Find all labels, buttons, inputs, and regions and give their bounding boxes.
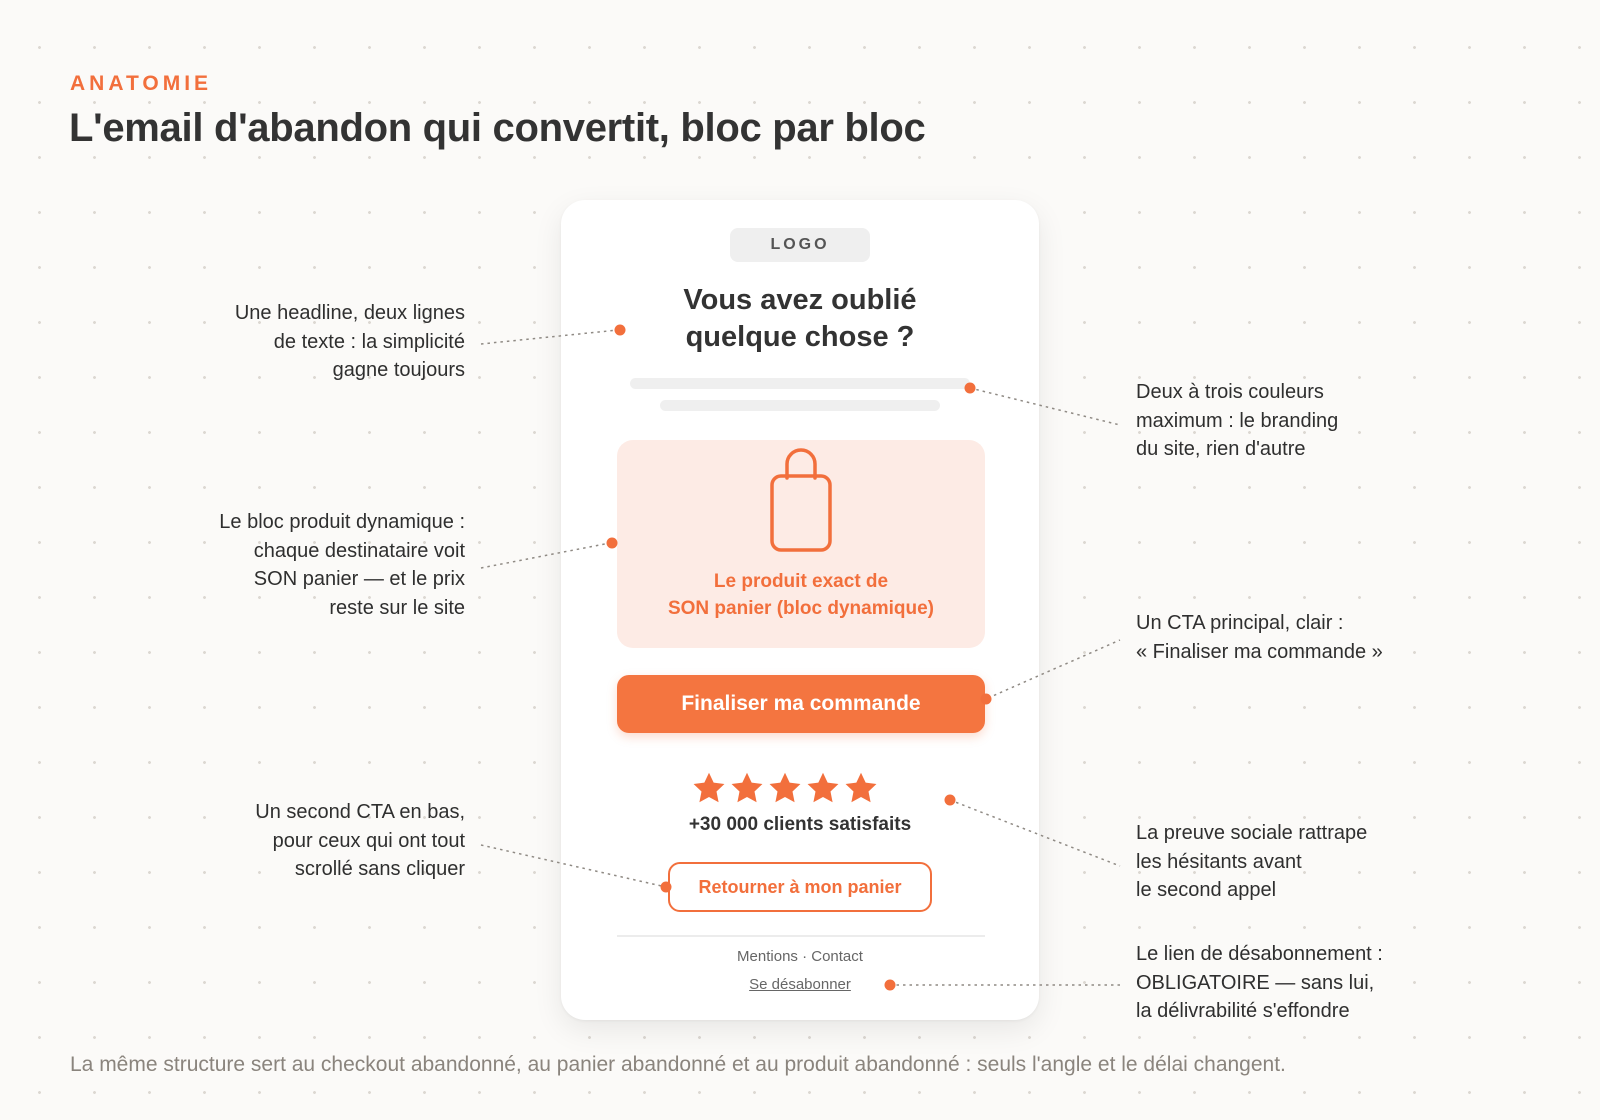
annotation-product bbox=[165, 508, 465, 622]
footer-links[interactable]: Mentions · Contact bbox=[737, 948, 863, 965]
annotation-unsubscribe-line-2: OBLIGATOIRE — sans lui, bbox=[1136, 971, 1375, 994]
headline-line-1: Vous avez oublié bbox=[683, 284, 917, 316]
star-icon bbox=[843, 770, 879, 806]
product-caption bbox=[617, 568, 985, 622]
annotation-second-cta bbox=[165, 798, 465, 884]
annotation-social-line-3: le second appel bbox=[1136, 879, 1277, 901]
annotation-unsubscribe-line-3: la délivrabilité s'effondre bbox=[1136, 1000, 1350, 1022]
annotation-cta-line-2: « Finaliser ma commande » bbox=[1136, 640, 1383, 663]
star-icon bbox=[691, 770, 727, 806]
footer-divider bbox=[617, 935, 985, 937]
annotation-product-line-3: SON panier — et le prix bbox=[253, 568, 465, 590]
eyebrow-label: ANATOMIE bbox=[70, 72, 213, 95]
annotation-product-line-1: Le bloc produit dynamique : bbox=[219, 511, 465, 533]
annotation-headline-line-3: gagne toujours bbox=[332, 359, 465, 381]
annotation-social-line-1: La preuve sociale rattrape bbox=[1136, 822, 1368, 844]
star-icon bbox=[767, 770, 803, 806]
page-title: L'email d'abandon qui convertit, bloc par bloc bbox=[69, 106, 926, 150]
annotation-colors bbox=[1136, 378, 1456, 464]
product-caption-line-1: Le produit exact de bbox=[713, 571, 889, 592]
annotation-product-line-4: reste sur le site bbox=[329, 596, 465, 619]
annotation-colors-line-1: Deux à trois couleurs bbox=[1136, 381, 1324, 403]
annotation-headline-line-2: de texte : la simplicité bbox=[273, 330, 465, 353]
shopping-bag-icon bbox=[767, 446, 835, 554]
body-text-placeholder-1 bbox=[630, 378, 970, 389]
annotation-headline bbox=[165, 299, 465, 385]
annotation-headline-line-1: Une headline, deux lignes bbox=[234, 302, 465, 324]
annotation-unsubscribe bbox=[1136, 940, 1476, 1026]
annotation-second-cta-line-2: pour ceux qui ont tout bbox=[272, 829, 465, 852]
rating-stars bbox=[691, 770, 903, 808]
star-icon bbox=[805, 770, 841, 806]
annotation-social bbox=[1136, 819, 1456, 905]
annotation-cta-line-1: Un CTA principal, clair : bbox=[1136, 612, 1344, 634]
annotation-product-line-2: chaque destinataire voit bbox=[253, 539, 465, 562]
logo-placeholder: LOGO bbox=[730, 228, 870, 262]
social-proof-text: +30 000 clients satisfaits bbox=[688, 814, 912, 835]
product-caption-line-2: SON panier (bloc dynamique) bbox=[667, 598, 935, 619]
body-text-placeholder-2 bbox=[660, 400, 940, 411]
footnote: La même structure sert au checkout abandonné, au panier abandonné et au produit abandonné : seuls l'angle et le délai changent. bbox=[70, 1053, 1286, 1076]
return-to-cart-button[interactable]: Retourner à mon panier bbox=[668, 862, 932, 912]
email-headline bbox=[561, 282, 1039, 356]
finalize-order-button[interactable]: Finaliser ma commande bbox=[617, 675, 985, 733]
annotation-cta bbox=[1136, 609, 1476, 666]
annotation-second-cta-line-1: Un second CTA en bas, bbox=[255, 801, 465, 823]
unsubscribe-row bbox=[561, 976, 1039, 993]
headline-line-2: quelque chose ? bbox=[685, 321, 915, 353]
dynamic-product-block bbox=[617, 440, 985, 648]
annotation-second-cta-line-3: scrollé sans cliquer bbox=[294, 858, 465, 880]
email-mockup bbox=[561, 200, 1039, 1020]
annotation-unsubscribe-line-1: Le lien de désabonnement : bbox=[1136, 943, 1383, 965]
annotation-social-line-2: les hésitants avant bbox=[1136, 850, 1302, 873]
annotation-colors-line-3: du site, rien d'autre bbox=[1136, 438, 1306, 460]
star-icon bbox=[729, 770, 765, 806]
annotation-colors-line-2: maximum : le branding bbox=[1136, 409, 1339, 432]
unsubscribe-link[interactable]: Se désabonner bbox=[749, 976, 851, 993]
